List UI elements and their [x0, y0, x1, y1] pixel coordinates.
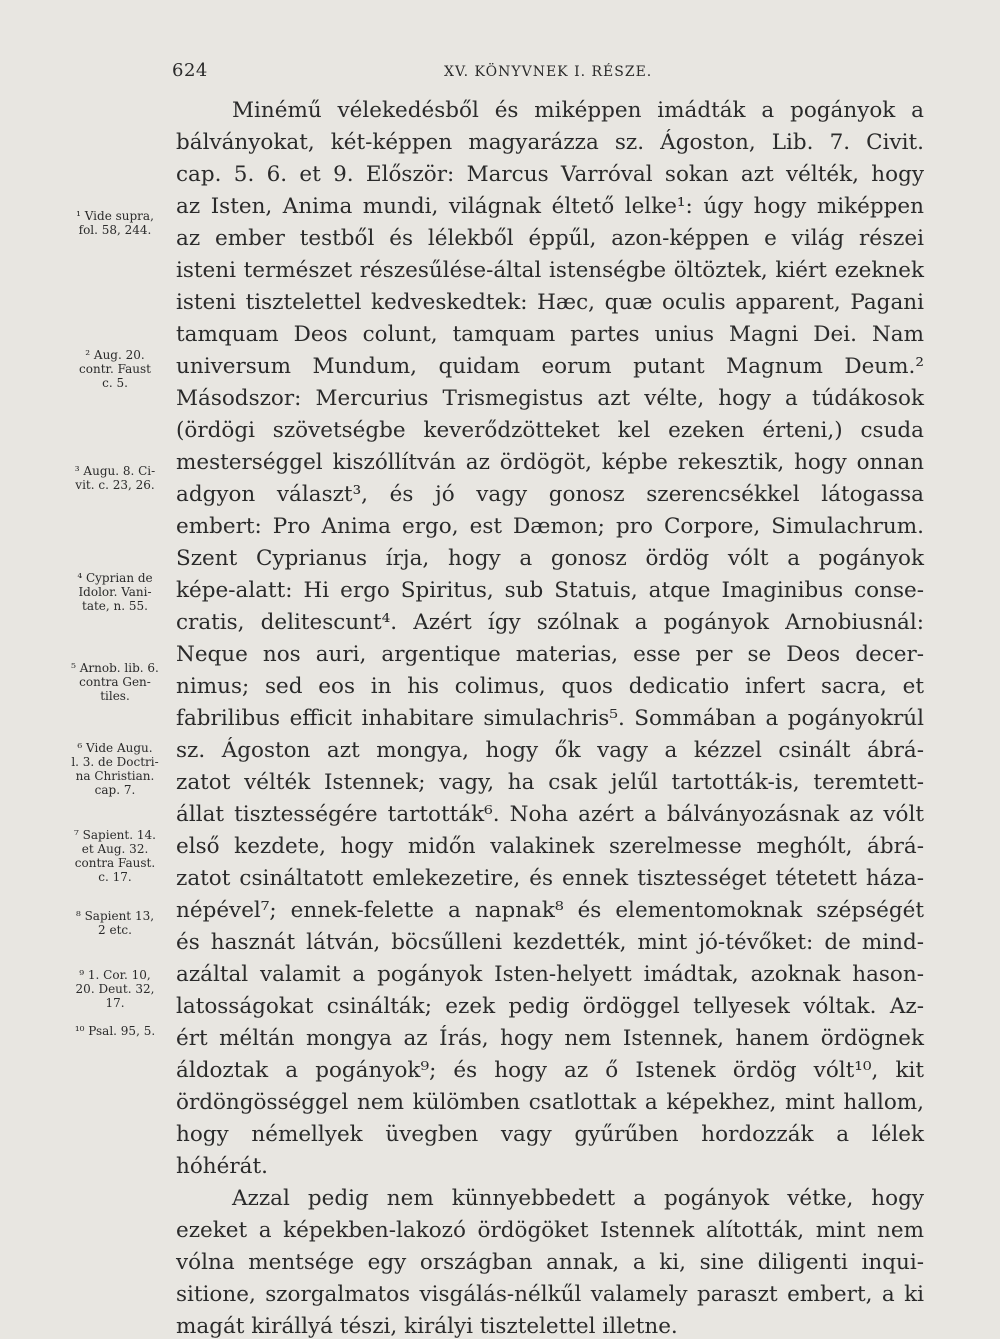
marginal-note-line: tiles. — [100, 689, 130, 703]
marginal-note-line: tate, n. 55. — [82, 599, 148, 613]
text-line: mesterséggel kiszóllítván az ördögöt, képbe rekesztik, hogy onnan — [176, 450, 924, 475]
text-line: sz. Ágoston azt mongya, hogy ők vagy a kézzel csinált ábrá- — [176, 738, 924, 763]
text-line: ezeket a képekben-lakozó ördögöket Istennek alították, mint nem — [176, 1218, 924, 1243]
page-number: 624 — [172, 60, 208, 81]
text-line: magát királlyá tészi, királyi tisztelettel illetne. — [176, 1314, 678, 1339]
marginal-note — [50, 348, 180, 390]
marginal-note — [50, 1024, 180, 1038]
text-line: (ördögi szövetségbe keverődzötteket kel ezeken érteni,) csuda — [176, 418, 924, 443]
marginal-note-line: et Aug. 32. — [81, 842, 149, 856]
text-line: ördöngösséggel nem külömben csatlottak a képekhez, mint hallom, — [176, 1090, 924, 1115]
text-line: ért méltán mongya az Írás, hogy nem Istennek, hanem ördögnek — [176, 1026, 924, 1051]
text-line: adgyon választ³, és jó vagy gonosz szerencsékkel látogassa — [176, 482, 924, 507]
marginal-note — [50, 209, 180, 237]
marginal-note-line: contra Gen- — [79, 675, 151, 689]
marginal-note-line: ² Aug. 20. — [85, 348, 145, 362]
text-line: Másodszor: Mercurius Trismegistus azt vélte, hogy a túdákosok — [176, 386, 924, 411]
marginal-note — [50, 828, 180, 884]
marginal-note-line: ³ Augu. 8. Ci- — [74, 464, 156, 478]
text-line: Neque nos auri, argentique materias, esse per se Deos decer- — [176, 642, 924, 667]
marginal-note-line: 17. — [105, 996, 125, 1010]
text-line: áldoztak a pogányok⁹; és hogy az ő Istenek ördög vólt¹⁰, kit — [176, 1058, 924, 1083]
marginal-note-line: ⁸ Sapient 13, — [75, 909, 155, 923]
text-line: Minémű vélekedésből és miképpen imádták a pogányok a — [232, 98, 924, 123]
marginal-note — [50, 464, 180, 492]
running-title: XV. KÖNYVNEK I. RÉSZE. — [444, 64, 653, 80]
text-line: Szent Cyprianus írja, hogy a gonosz ördög vólt a pogányok — [176, 546, 924, 571]
marginal-note-line: contra Faust. — [74, 856, 156, 870]
text-line: nimus; sed eos in his colimus, quos dedicatio infert sacra, et — [176, 674, 924, 699]
text-line: az Isten, Anima mundi, világnak éltető lelke¹: úgy hogy miképpen — [176, 194, 924, 219]
text-line: universum Mundum, quidam eorum putant Magnum Deum.² — [176, 354, 924, 379]
text-line: állat tisztességére tartották⁶. Noha azért a bálványozásnak az vólt — [176, 802, 924, 827]
marginal-note-line: ¹ Vide supra, — [76, 209, 154, 223]
text-line: cap. 5. 6. et 9. Először: Marcus Varróval sokan azt vélték, hogy — [176, 162, 924, 187]
marginal-note — [50, 571, 180, 613]
marginal-note-line: fol. 58, 244. — [78, 223, 152, 237]
text-line: első kezdete, hogy midőn valakinek szerelmesse meghólt, ábrá- — [176, 834, 924, 859]
text-line: hóhérát. — [176, 1154, 268, 1179]
text-line: sitione, szorgalmatos visgálás-nélkűl valamely paraszt embert, a ki — [176, 1282, 924, 1307]
text-line: isteni természet részesűlése-által istenségbe öltöztek, kiért ezeknek — [176, 258, 924, 283]
marginal-note-line: c. 17. — [98, 870, 132, 884]
marginal-note-line: contr. Faust — [79, 362, 151, 376]
marginal-note-line: 20. Deut. 32, — [75, 982, 155, 996]
text-line: azáltal valamit a pogányok Isten-helyett imádtak, azoknak hason- — [176, 962, 924, 987]
marginal-note-line: na Christian. — [75, 769, 155, 783]
marginal-note-line: cap. 7. — [94, 783, 136, 797]
text-line: vólna mentsége egy országban annak, a ki, sine diligenti inqui- — [176, 1250, 924, 1275]
text-line: Azzal pedig nem künnyebbedett a pogányok vétke, hogy — [232, 1186, 924, 1211]
text-line: latosságokat csinálták; ezek pedig ördöggel tellyesek vóltak. Az- — [176, 994, 924, 1019]
text-line: fabrilibus efficit inhabitare simulachris⁵. Sommában a pogányokrúl — [176, 706, 924, 731]
text-line: embert: Pro Anima ergo, est Dæmon; pro Corpore, Simulachrum. — [176, 514, 924, 539]
text-line: bálványokat, két-képpen magyarázza sz. Ágoston, Lib. 7. Civit. — [176, 130, 924, 155]
text-line: képe-alatt: Hi ergo Spiritus, sub Statuis, atque Imaginibus conse- — [176, 578, 924, 603]
marginal-note-line: vit. c. 23, 26. — [75, 478, 155, 492]
marginal-note-line: ⁷ Sapient. 14. — [74, 828, 156, 842]
marginal-note-line: Idolor. Vani- — [78, 585, 152, 599]
marginal-note-line: ⁵ Arnob. lib. 6. — [71, 661, 159, 675]
marginal-note-line: ¹⁰ Psal. 95, 5. — [74, 1024, 156, 1038]
marginal-note — [50, 661, 180, 703]
marginal-note — [50, 968, 180, 1010]
text-line: tamquam Deos colunt, tamquam partes unius Magni Dei. Nam — [176, 322, 924, 347]
marginal-note-line: l. 3. de Doctri- — [71, 755, 159, 769]
marginal-note-line: ⁹ 1. Cor. 10, — [79, 968, 151, 982]
text-line: zatot csináltatott emlekezetire, és ennek tisztességet tétetett háza- — [176, 866, 924, 891]
text-line: hogy némellyek üvegben vagy gyűrűben hordozzák a lélek — [176, 1122, 924, 1147]
text-line: az ember testből és lélekből éppűl, azon-képpen e világ részei — [176, 226, 924, 251]
text-line: isteni tisztelettel kedveskedtek: Hæc, quæ oculis apparent, Pagani — [176, 290, 924, 315]
text-line: népével⁷; ennek-felette a napnak⁸ és elementomoknak szépségét — [176, 898, 924, 923]
marginal-note-line: ⁶ Vide Augu. — [77, 741, 153, 755]
marginal-note — [50, 909, 180, 937]
marginal-note-line: c. 5. — [102, 376, 128, 390]
text-line: és hasznát látván, böcsűlleni kezdették, mint jó-tévőket: de mind- — [176, 930, 924, 955]
text-line: cratis, delitescunt⁴. Azért így szólnak a pogányok Arnobiusnál: — [176, 610, 924, 635]
marginal-note — [50, 741, 180, 797]
text-line: zatot vélték Istennek; vagy, ha csak jelűl tartották-is, teremtett- — [176, 770, 924, 795]
marginal-note-line: 2 etc. — [98, 923, 132, 937]
marginal-note-line: ⁴ Cyprian de — [77, 571, 153, 585]
